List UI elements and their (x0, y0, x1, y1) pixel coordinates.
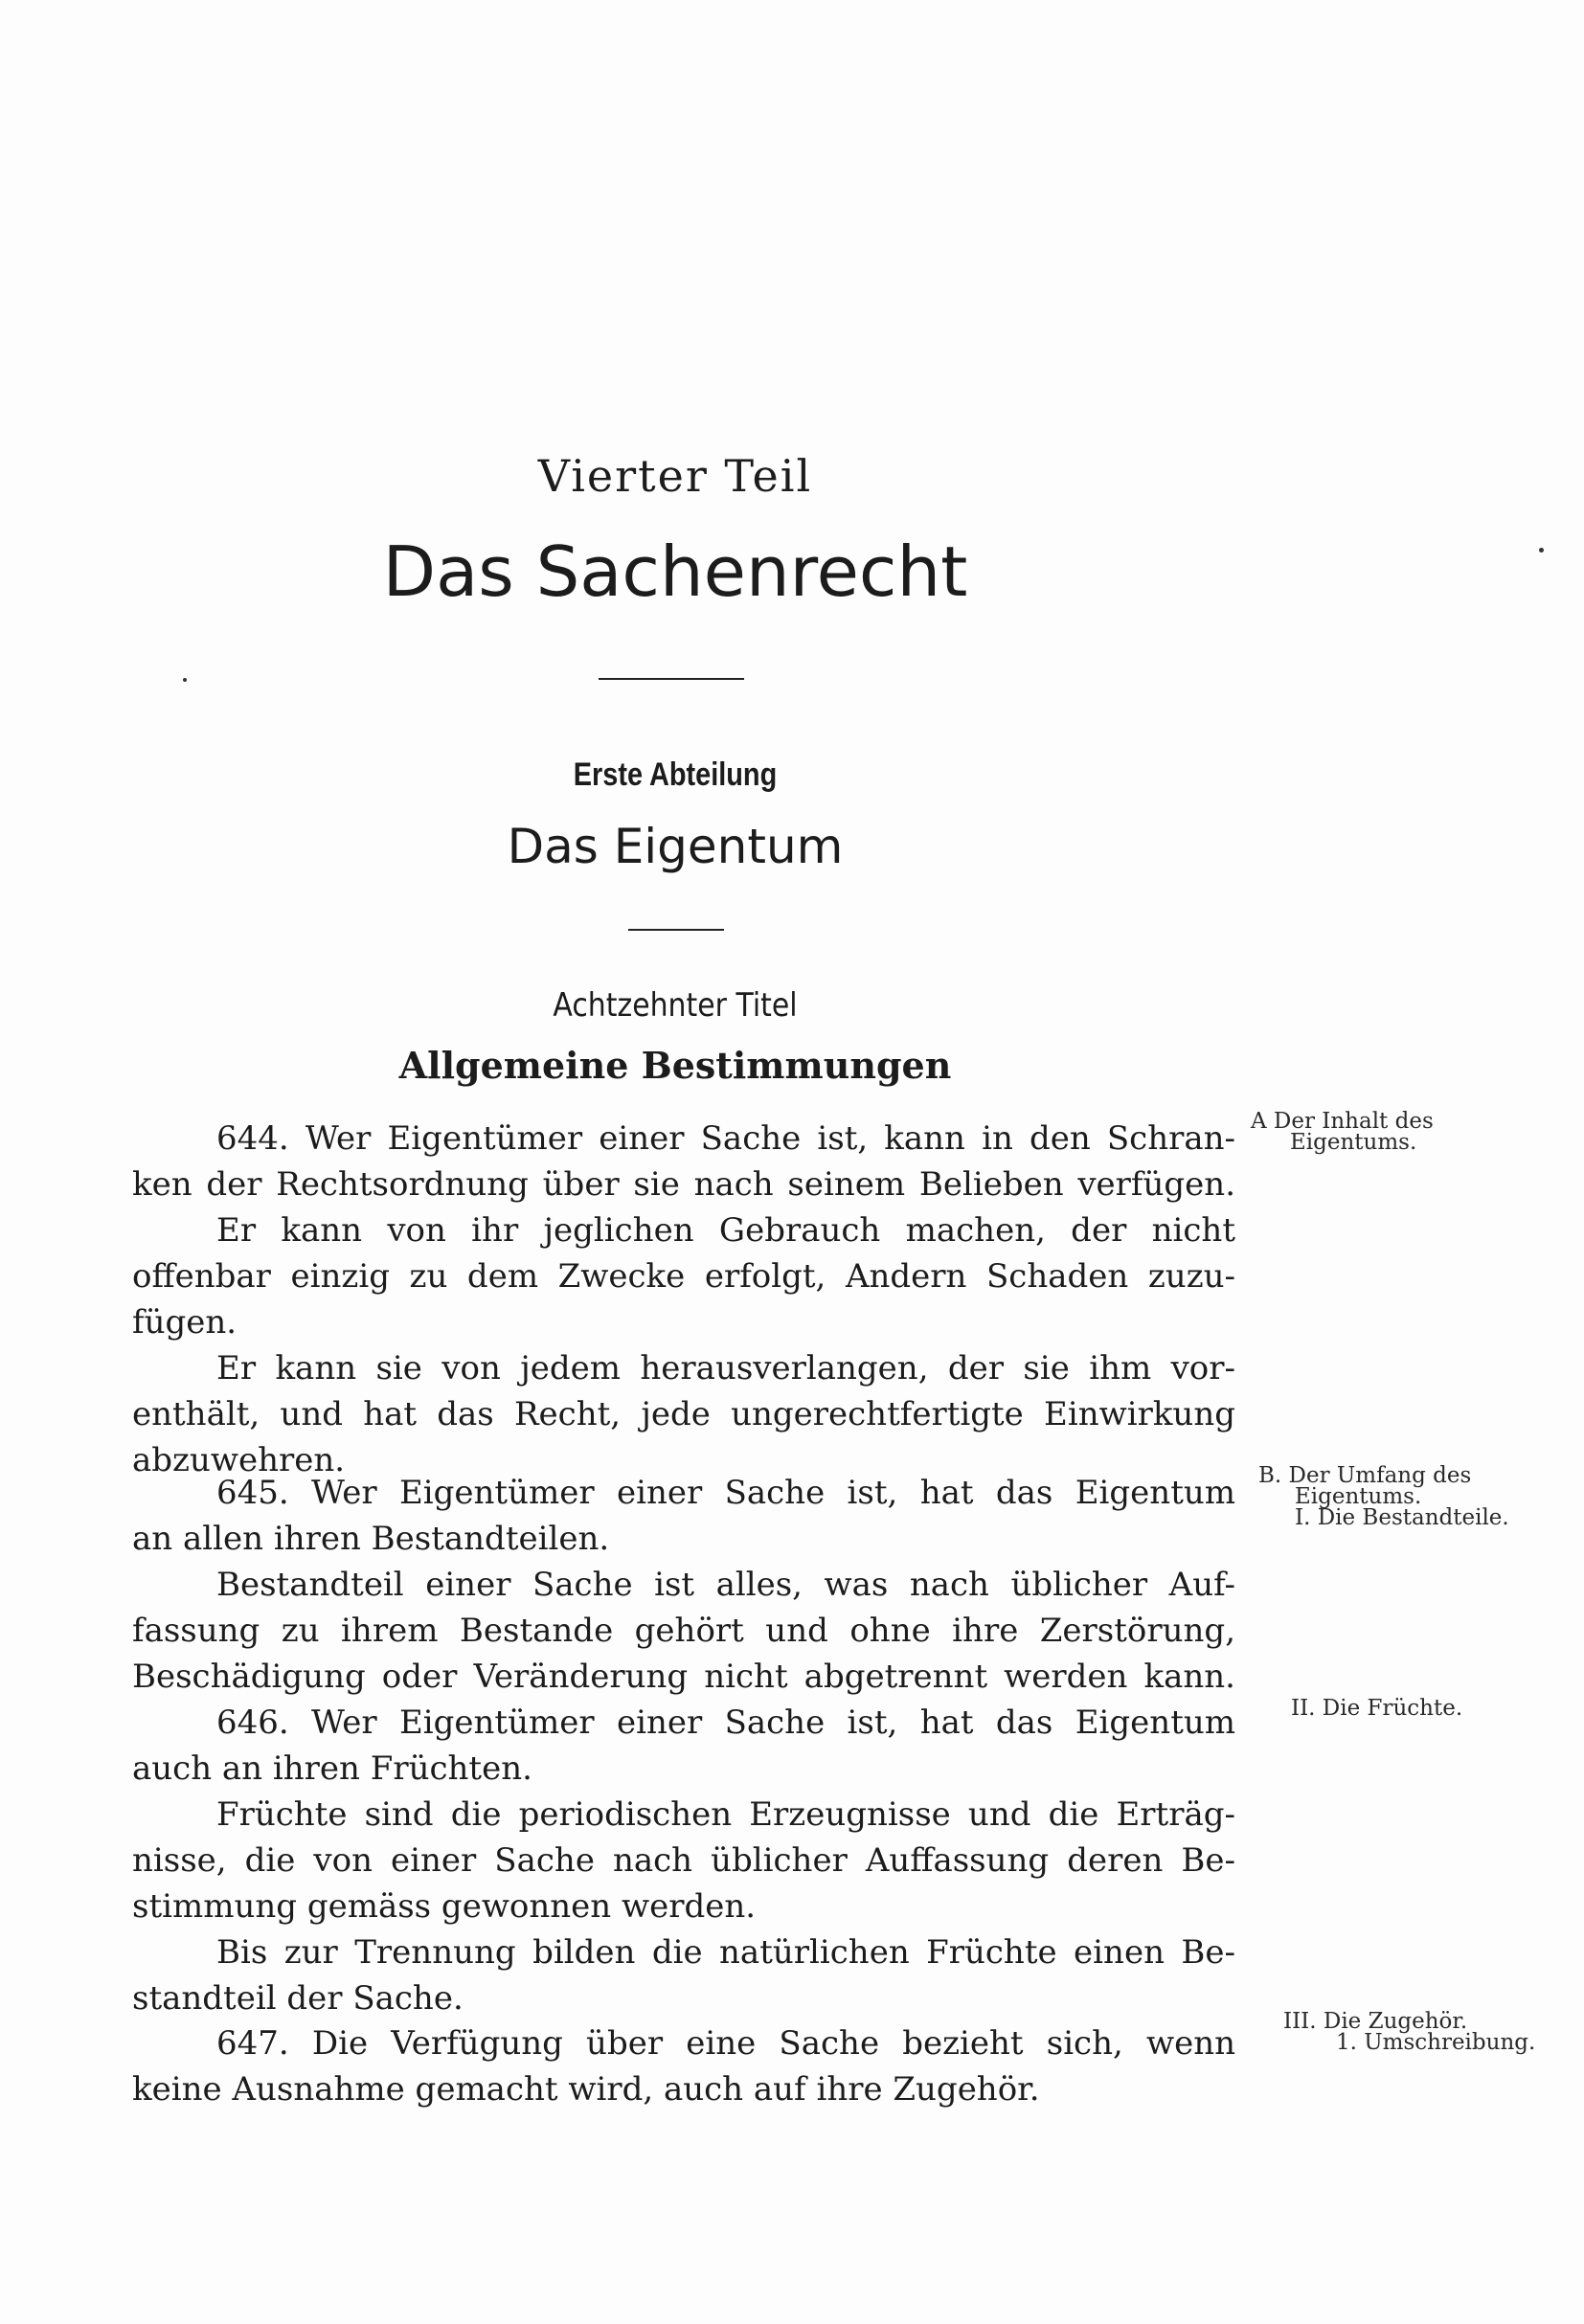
article-line: offenbar einzig zu dem Zwecke erfolgt, Andern Schaden zuzu- (132, 1257, 1235, 1296)
article-line: stimmung gemäss gewonnen werden. (132, 1887, 757, 1926)
article-line: ken der Rechtsordnung über sie nach seinem Belieben verfügen. (132, 1165, 1235, 1204)
article-line: 644. Wer Eigentümer einer Sache ist, kann in den Schran- (216, 1119, 1235, 1158)
scan-speck (1539, 548, 1544, 553)
margin-note-646 (1291, 1698, 1462, 1719)
margin-note-line: Eigentums. (1290, 1130, 1417, 1155)
section-title: Allgemeine Bestimmungen (398, 1044, 952, 1087)
divider-rule (599, 678, 744, 680)
article-line: an allen ihren Bestandteilen. (132, 1520, 610, 1558)
divider-rule (628, 929, 724, 931)
section-label: Achtzehnter Titel (553, 986, 798, 1025)
margin-note-line: Eigentums. (1295, 1484, 1422, 1509)
article-line: enthält, und hat das Recht, jede ungerechtfertigte Einwirkung (132, 1395, 1235, 1433)
division-title: Das Eigentum (507, 819, 844, 874)
margin-note-line: I. Die Bestandteile. (1295, 1505, 1509, 1530)
margin-note-647 (1283, 2011, 1535, 2053)
division-label: Erste Abteilung (573, 756, 778, 793)
part-label: Vierter Teil (537, 450, 813, 502)
article-line: Er kann von ihr jeglichen Gebrauch machen, der nicht (216, 1211, 1235, 1250)
article-line: 645. Wer Eigentümer einer Sache ist, hat das Eigentum (216, 1474, 1235, 1512)
margin-note-line: B. Der Umfang des (1258, 1463, 1472, 1488)
article-line: standteil der Sache. (132, 1979, 464, 2018)
margin-note-line: 1. Umschreibung. (1336, 2030, 1536, 2055)
margin-note-644 (1251, 1111, 1434, 1153)
article-line: fassung zu ihrem Bestande gehört und ohne ihre Zerstörung, (132, 1612, 1235, 1650)
article-line: fügen. (132, 1303, 238, 1342)
margin-note-line: A Der Inhalt des (1251, 1109, 1434, 1134)
article-line: 647. Die Verfügung über eine Sache bezieht sich, wenn (216, 2024, 1235, 2063)
article-645 (132, 1470, 1235, 1700)
article-line: Beschädigung oder Veränderung nicht abgetrennt werden kann. (132, 1658, 1235, 1696)
margin-note-line: II. Die Früchte. (1291, 1696, 1463, 1721)
article-line: Früchte sind die periodischen Erzeugnisse und die Erträg- (216, 1795, 1235, 1834)
article-line: nisse, die von einer Sache nach üblicher Auffassung deren Be- (132, 1841, 1235, 1880)
article-line: Er kann sie von jedem herausverlangen, der sie ihm vor- (216, 1349, 1235, 1388)
scan-speck (183, 678, 187, 682)
article-line: abzuwehren. (132, 1441, 346, 1479)
article-line: Bestandteil einer Sache ist alles, was nach üblicher Auf- (216, 1566, 1235, 1604)
article-line: Bis zur Trennung bilden die natürlichen Früchte einen Be- (216, 1933, 1235, 1972)
article-646 (132, 1700, 1235, 2021)
article-647 (132, 2020, 1235, 2112)
article-line: 646. Wer Eigentümer einer Sache ist, hat das Eigentum (216, 1704, 1235, 1742)
margin-note-line: III. Die Zugehör. (1283, 2009, 1468, 2034)
part-title: Das Sachenrecht (382, 531, 968, 612)
article-644 (132, 1116, 1235, 1483)
article-line: auch an ihren Früchten. (132, 1749, 532, 1788)
article-line: keine Ausnahme gemacht wird, auch auf ihre Zugehör. (132, 2070, 1040, 2109)
margin-note-645 (1258, 1465, 1509, 1528)
